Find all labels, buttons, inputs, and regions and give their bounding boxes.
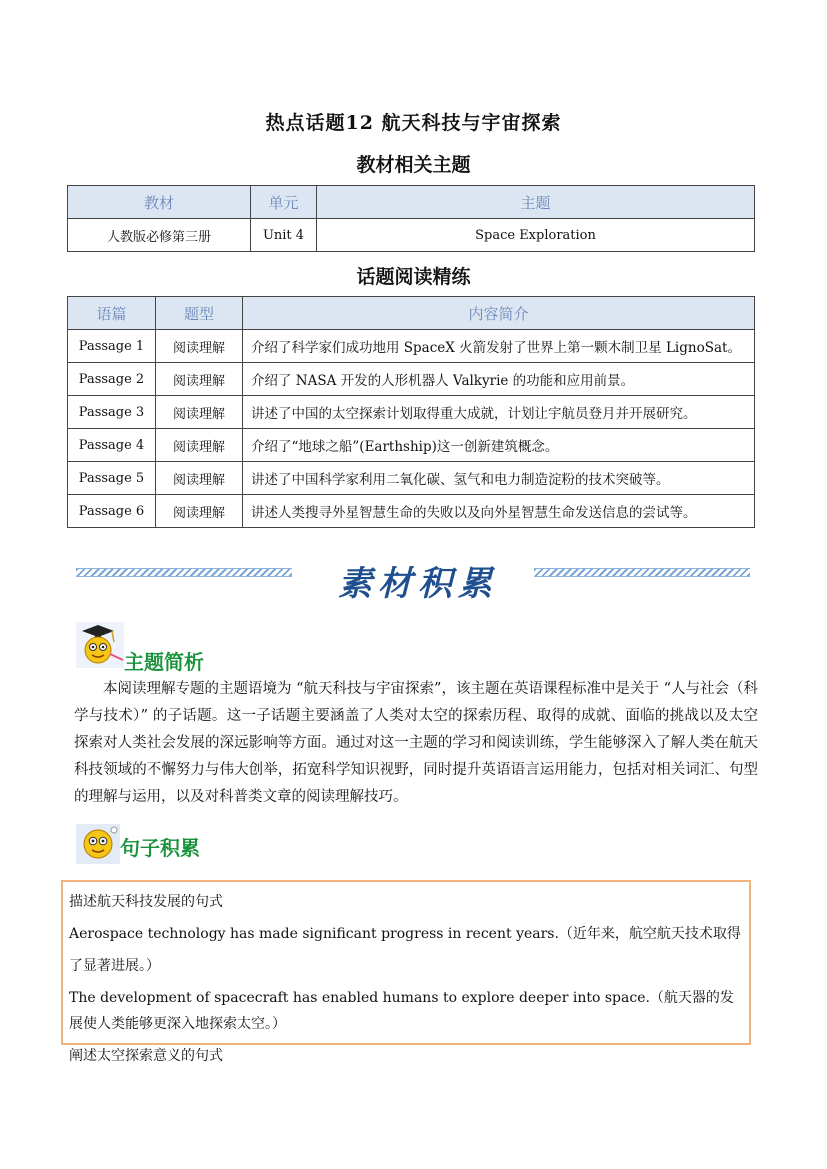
page-title: 热点话题12 航天科技与宇宙探索 (265, 112, 562, 134)
cell-summary: 介绍了科学家们成功地用 SpaceX 火箭发射了世界上第一颗木制卫星 LignoSat。 (243, 330, 755, 363)
sentence-box (61, 880, 751, 1064)
table-row (68, 495, 755, 528)
cell-type: 阅读理解 (156, 462, 243, 495)
material-banner (76, 556, 760, 602)
cell-summary: 讲述了中国的太空探索计划取得重大成就，计划让宇航员登月并开展研究。 (243, 396, 755, 429)
cell-textbook: 人教版必修第三册 (68, 219, 251, 252)
table-row (68, 330, 755, 363)
sentence-example-2: The development of spacecraft has enabled humans to explore deeper into space.（航天器的发展使人类能够更深入地探索太空。） (69, 990, 734, 1032)
table-row (68, 462, 755, 495)
banner-title: 素材积累 (338, 564, 498, 604)
cell-summary: 介绍了“地球之船”(Earthship)这一创新建筑概念。 (243, 429, 755, 462)
cell-passage: Passage 4 (68, 429, 156, 462)
table-header-row (68, 186, 755, 219)
sentence-category-development: 描述航天科技发展的句式 (69, 894, 223, 910)
cell-summary: 讲述了中国科学家利用二氧化碳、氢气和电力制造淀粉的技术突破等。 (243, 462, 755, 495)
cell-type: 阅读理解 (156, 429, 243, 462)
header-passage: 语篇 (68, 297, 156, 330)
banner-stripe-right (534, 568, 750, 577)
section-title-reading: 话题阅读精练 (356, 266, 471, 288)
sentence-category-significance: 阐述太空探索意义的句式 (69, 1048, 223, 1064)
cell-passage: Passage 5 (68, 462, 156, 495)
table-row (68, 396, 755, 429)
header-unit: 单元 (251, 186, 317, 219)
theme-paragraph: 本阅读理解专题的主题语境为 “航天科技与宇宙探索”，该主题在英语课程标准中是关于 “人与社会（科学与技术）” 的子话题。这一子话题主要涵盖了人类对太空的探索历程、取得的成就、面临的挑战以及太空探索对人类社会发展的深远影响等方面。通过对这一主题的学习和阅读训练，学生能够深入了解人类在航天科技领域的不懈努力与伟大创举，拓宽科学知识视野，同时提升英语语言运用能力，包括对相关词汇、句型的理解与运用，以及对科普类文章的阅读理解技巧。 (74, 681, 758, 805)
theme-heading: 主题简析 (124, 650, 204, 674)
reading-table (67, 296, 755, 528)
cell-passage: Passage 3 (68, 396, 156, 429)
header-summary: 内容简介 (243, 297, 755, 330)
banner-stripe-left (76, 568, 292, 577)
textbook-table (67, 185, 755, 252)
header-topic: 主题 (317, 186, 755, 219)
cell-unit: Unit 4 (251, 219, 317, 252)
table-header-row (68, 297, 755, 330)
cell-type: 阅读理解 (156, 363, 243, 396)
cell-type: 阅读理解 (156, 330, 243, 363)
cell-topic: Space Exploration (317, 219, 755, 252)
cell-summary: 介绍了 NASA 开发的人形机器人 Valkyrie 的功能和应用前景。 (243, 363, 755, 396)
header-textbook: 教材 (68, 186, 251, 219)
cell-passage: Passage 2 (68, 363, 156, 396)
cell-passage: Passage 1 (68, 330, 156, 363)
section-title-textbook: 教材相关主题 (356, 154, 471, 176)
cell-type: 阅读理解 (156, 396, 243, 429)
cell-summary: 讲述人类搜寻外星智慧生命的失败以及向外星智慧生命发送信息的尝试等。 (243, 495, 755, 528)
table-row (68, 429, 755, 462)
cell-passage: Passage 6 (68, 495, 156, 528)
sentence-example-1: Aerospace technology has made significant progress in recent years.（近年来，航空航天技术取得了显著进展。） (69, 926, 741, 974)
cell-type: 阅读理解 (156, 495, 243, 528)
sentence-heading: 句子积累 (120, 836, 200, 860)
table-row (68, 363, 755, 396)
table-row (68, 219, 755, 252)
mascot-thinking-icon (76, 824, 120, 864)
header-type: 题型 (156, 297, 243, 330)
mascot-graduate-icon (76, 622, 124, 668)
